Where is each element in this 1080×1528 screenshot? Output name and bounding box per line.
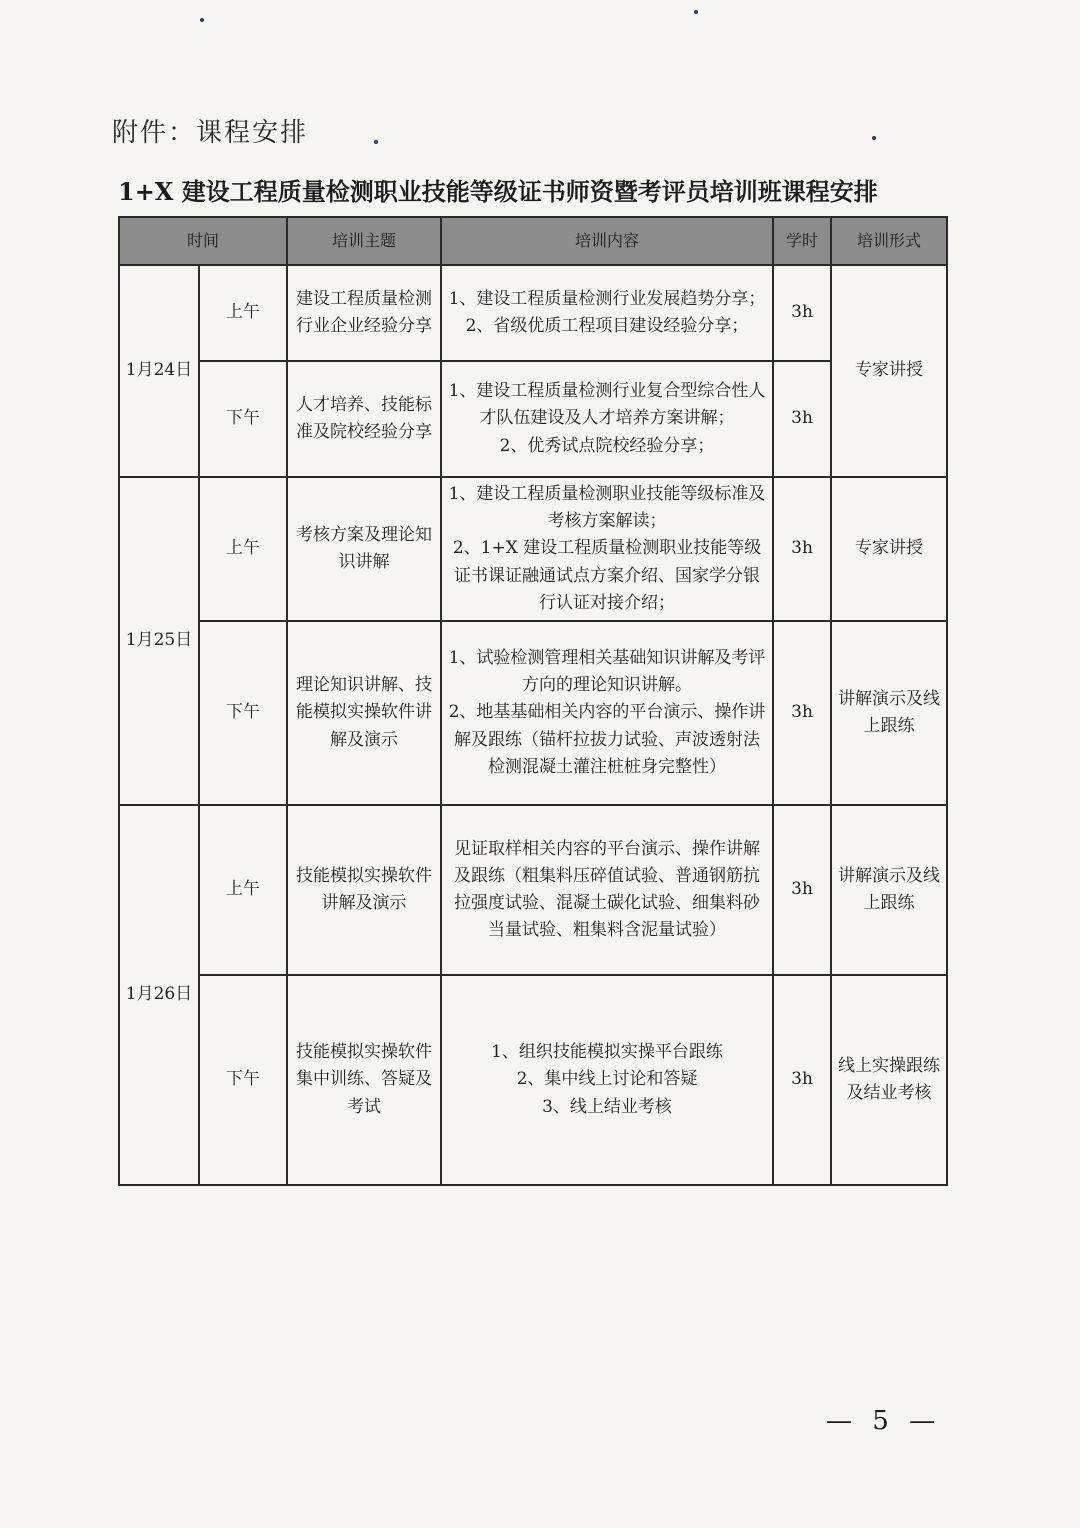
header-content: 培训内容	[441, 217, 773, 265]
content-line: 2、优秀试点院校经验分享；	[499, 435, 715, 456]
content-cell	[441, 805, 773, 975]
content-line: 2、集中线上讨论和答疑	[516, 1069, 698, 1090]
scan-speck	[200, 18, 204, 22]
topic-cell: 技能模拟实操软件集中训练、答疑及考试	[287, 975, 441, 1185]
period-cell: 上午	[199, 265, 287, 361]
format-cell: 讲解演示及线上跟练	[831, 805, 947, 975]
content-line: 1、试验检测管理相关基础知识讲解及考评方向的理论知识讲解。	[448, 648, 766, 696]
period-cell: 下午	[199, 975, 287, 1185]
period-cell: 上午	[199, 805, 287, 975]
document-title: 1+X 建设工程质量检测职业技能等级证书师资暨考评员培训班课程安排	[118, 177, 878, 206]
attachment-label: 附件：课程安排	[112, 118, 309, 148]
content-line: 见证取样相关内容的平台演示、操作讲解及跟练（粗集料压碎值试验、普通钢筋抗拉强度试验、混凝土碳化试验、细集料砂当量试验、粗集料含泥量试验）	[454, 838, 761, 941]
content-cell	[441, 975, 773, 1185]
content-line: 2、地基基础相关内容的平台演示、操作讲解及跟练（锚杆拉拔力试验、声波透射法检测混凝土灌注桩桩身完整性）	[448, 702, 766, 777]
format-cell: 专家讲授	[831, 265, 947, 477]
content-cell	[441, 265, 773, 361]
page-number: — 5 —	[826, 1406, 942, 1436]
scan-speck	[872, 136, 876, 140]
content-line: 1、建设工程质量检测行业发展趋势分享；	[448, 288, 766, 309]
content-line: 1、建设工程质量检测行业复合型综合性人才队伍建设及人才培养方案讲解；	[448, 381, 766, 429]
content-cell	[441, 477, 773, 621]
content-line: 1、组织技能模拟实操平台跟练	[491, 1042, 723, 1063]
content-line: 3、线上结业考核	[542, 1096, 672, 1117]
header-hours: 学时	[773, 217, 831, 265]
header-topic: 培训主题	[287, 217, 441, 265]
content-line: 1、建设工程质量检测职业技能等级标准及考核方案解读；	[448, 484, 766, 532]
hours-cell: 3h	[773, 361, 831, 477]
content-line: 2、省级优质工程项目建设经验分享；	[465, 316, 749, 336]
table-row	[119, 361, 947, 477]
scan-speck	[374, 140, 378, 144]
period-cell: 上午	[199, 477, 287, 621]
hours-cell: 3h	[773, 621, 831, 805]
format-cell: 讲解演示及线上跟练	[831, 621, 947, 805]
topic-cell: 人才培养、技能标准及院校经验分享	[287, 361, 441, 477]
course-schedule-table	[118, 216, 948, 1186]
hours-cell: 3h	[773, 975, 831, 1185]
topic-cell: 考核方案及理论知识讲解	[287, 477, 441, 621]
hours-cell: 3h	[773, 805, 831, 975]
hours-cell: 3h	[773, 477, 831, 621]
hours-cell: 3h	[773, 265, 831, 361]
table-row	[119, 265, 947, 361]
header-time: 时间	[119, 217, 287, 265]
topic-cell: 理论知识讲解、技能模拟实操软件讲解及演示	[287, 621, 441, 805]
table-row	[119, 805, 947, 975]
header-format: 培训形式	[831, 217, 947, 265]
content-line: 2、1+X 建设工程质量检测职业技能等级证书课证融通试点方案介绍、国家学分银行认证对接介绍；	[452, 538, 762, 613]
date-cell: 1月26日	[119, 805, 199, 1185]
date-cell: 1月24日	[119, 265, 199, 477]
table-row	[119, 621, 947, 805]
content-cell	[441, 621, 773, 805]
period-cell: 下午	[199, 361, 287, 477]
topic-cell: 建设工程质量检测行业企业经验分享	[287, 265, 441, 361]
table-header-row	[119, 217, 947, 265]
table-row	[119, 975, 947, 1185]
format-cell: 线上实操跟练及结业考核	[831, 975, 947, 1185]
format-cell: 专家讲授	[831, 477, 947, 621]
table-row	[119, 477, 947, 621]
content-cell	[441, 361, 773, 477]
date-cell: 1月25日	[119, 477, 199, 805]
period-cell: 下午	[199, 621, 287, 805]
topic-cell: 技能模拟实操软件讲解及演示	[287, 805, 441, 975]
scan-speck	[694, 10, 698, 14]
